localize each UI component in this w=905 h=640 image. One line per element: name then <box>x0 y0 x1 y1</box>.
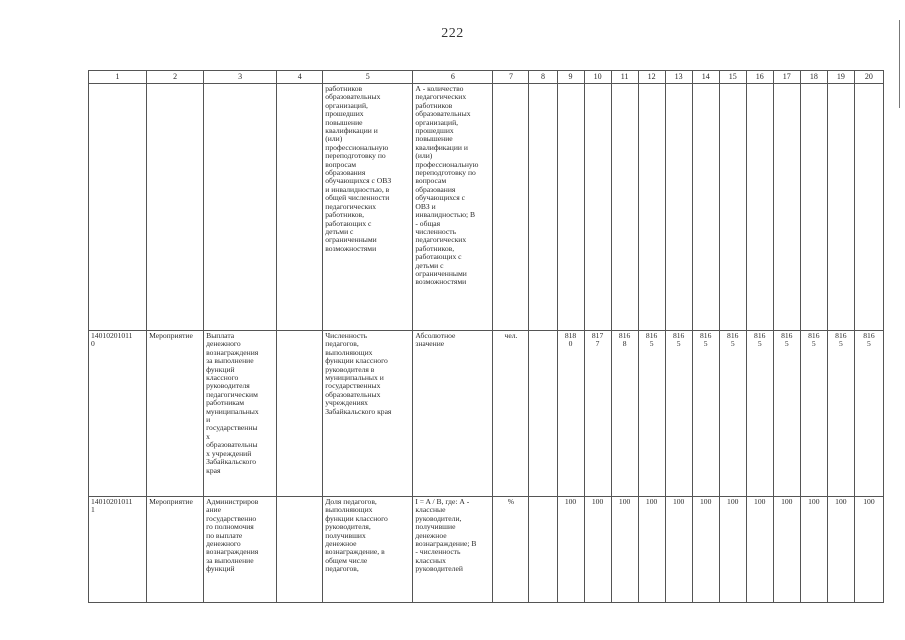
activity-code-cell: 14010201011 1 <box>89 497 147 603</box>
activity-type-cell: Мероприятие <box>147 331 204 497</box>
value-cell <box>584 84 611 331</box>
activity-type-cell: Мероприятие <box>147 497 204 603</box>
header-cell: 18 <box>800 71 827 84</box>
header-cell: 10 <box>584 71 611 84</box>
value-cell: 100 <box>773 497 800 603</box>
value-cell <box>557 84 584 331</box>
value-cell: 816 5 <box>719 331 746 497</box>
value-cell: 816 5 <box>854 331 883 497</box>
value-cell <box>827 84 854 331</box>
header-cell: 6 <box>413 71 493 84</box>
activity-type-cell <box>147 84 204 331</box>
value-cell: 817 7 <box>584 331 611 497</box>
scan-edge-mark <box>899 20 900 108</box>
header-cell: 12 <box>638 71 665 84</box>
header-cell: 5 <box>323 71 413 84</box>
indicator-cell: Доля педагогов, выполняющих функции классного руководителя, получивших денежное вознаграждение, в общем числе педагогов, <box>323 497 413 603</box>
value-cell: 100 <box>854 497 883 603</box>
value-cell: 816 8 <box>611 331 638 497</box>
program-table <box>88 70 884 603</box>
formula-cell: Абсолютное значение <box>413 331 493 497</box>
table-row <box>89 331 884 497</box>
page-number: 222 <box>441 26 464 41</box>
header-cell: 13 <box>665 71 692 84</box>
header-cell: 17 <box>773 71 800 84</box>
header-cell: 9 <box>557 71 584 84</box>
value-cell: 816 5 <box>773 331 800 497</box>
value-cell: 816 5 <box>638 331 665 497</box>
value-cell <box>665 84 692 331</box>
activity-name-cell: Выплата денежного вознаграждения за выполнение функций классного руководителя педагогическим работникам муниципальных и государственны х образовательны х учреждений Забайкальского края <box>204 331 277 497</box>
header-cell: 20 <box>854 71 883 84</box>
header-cell: 7 <box>493 71 529 84</box>
col8-cell <box>529 331 557 497</box>
header-cell: 1 <box>89 71 147 84</box>
value-cell: 100 <box>638 497 665 603</box>
value-cell: 818 0 <box>557 331 584 497</box>
formula-cell: I = A / B, где: А - классные руководители, получившие денежное вознаграждение; В - численность классных руководителей <box>413 497 493 603</box>
value-cell <box>854 84 883 331</box>
header-cell: 4 <box>277 71 323 84</box>
value-cell: 816 5 <box>746 331 773 497</box>
header-cell: 15 <box>719 71 746 84</box>
value-cell: 100 <box>746 497 773 603</box>
value-cell: 816 5 <box>827 331 854 497</box>
value-cell: 100 <box>557 497 584 603</box>
value-cell <box>746 84 773 331</box>
unit-cell <box>493 84 529 331</box>
header-cell: 2 <box>147 71 204 84</box>
value-cell <box>638 84 665 331</box>
value-cell <box>692 84 719 331</box>
activity-name-cell <box>204 84 277 331</box>
header-cell: 11 <box>611 71 638 84</box>
indicator-cell: работников образовательных организаций, прошедших повышение квалификации и (или) профессиональную переподготовку по вопросам образования обучающихся с ОВЗ и инвалидностью, в общей численности педагогических работников, работающих с детьми с ограниченными возможностями <box>323 84 413 331</box>
table-row <box>89 497 884 603</box>
header-cell: 16 <box>746 71 773 84</box>
value-cell <box>611 84 638 331</box>
value-cell: 100 <box>827 497 854 603</box>
activity-name-cell: Администриров ание государственно го полномочия по выплате денежного вознаграждения за выполнение функций <box>204 497 277 603</box>
col4-cell <box>277 84 323 331</box>
value-cell <box>773 84 800 331</box>
header-cell: 3 <box>204 71 277 84</box>
unit-cell: % <box>493 497 529 603</box>
value-cell <box>719 84 746 331</box>
formula-cell: А - количество педагогических работников образовательных организаций, прошедших повышение квалификации и (или) профессиональную переподготовку по вопросам образования обучающихся с ОВЗ и инвалидностью; В - общая численность педагогических работников, работающих с детьми с ограниченными возможностями <box>413 84 493 331</box>
activity-code-cell <box>89 84 147 331</box>
value-cell: 816 5 <box>665 331 692 497</box>
value-cell <box>800 84 827 331</box>
value-cell: 100 <box>611 497 638 603</box>
unit-cell: чел. <box>493 331 529 497</box>
header-cell: 19 <box>827 71 854 84</box>
header-row <box>89 71 884 84</box>
value-cell: 100 <box>800 497 827 603</box>
value-cell: 100 <box>719 497 746 603</box>
value-cell: 100 <box>692 497 719 603</box>
header-cell: 14 <box>692 71 719 84</box>
table-row <box>89 84 884 331</box>
col4-cell <box>277 331 323 497</box>
header-cell: 8 <box>529 71 557 84</box>
value-cell: 100 <box>665 497 692 603</box>
value-cell: 100 <box>584 497 611 603</box>
value-cell: 816 5 <box>692 331 719 497</box>
col4-cell <box>277 497 323 603</box>
activity-code-cell: 14010201011 0 <box>89 331 147 497</box>
indicator-cell: Численность педагогов, выполняющих функции классного руководителя в муниципальных и государственных образовательных учреждениях Забайкальского края <box>323 331 413 497</box>
value-cell: 816 5 <box>800 331 827 497</box>
col8-cell <box>529 497 557 603</box>
col8-cell <box>529 84 557 331</box>
